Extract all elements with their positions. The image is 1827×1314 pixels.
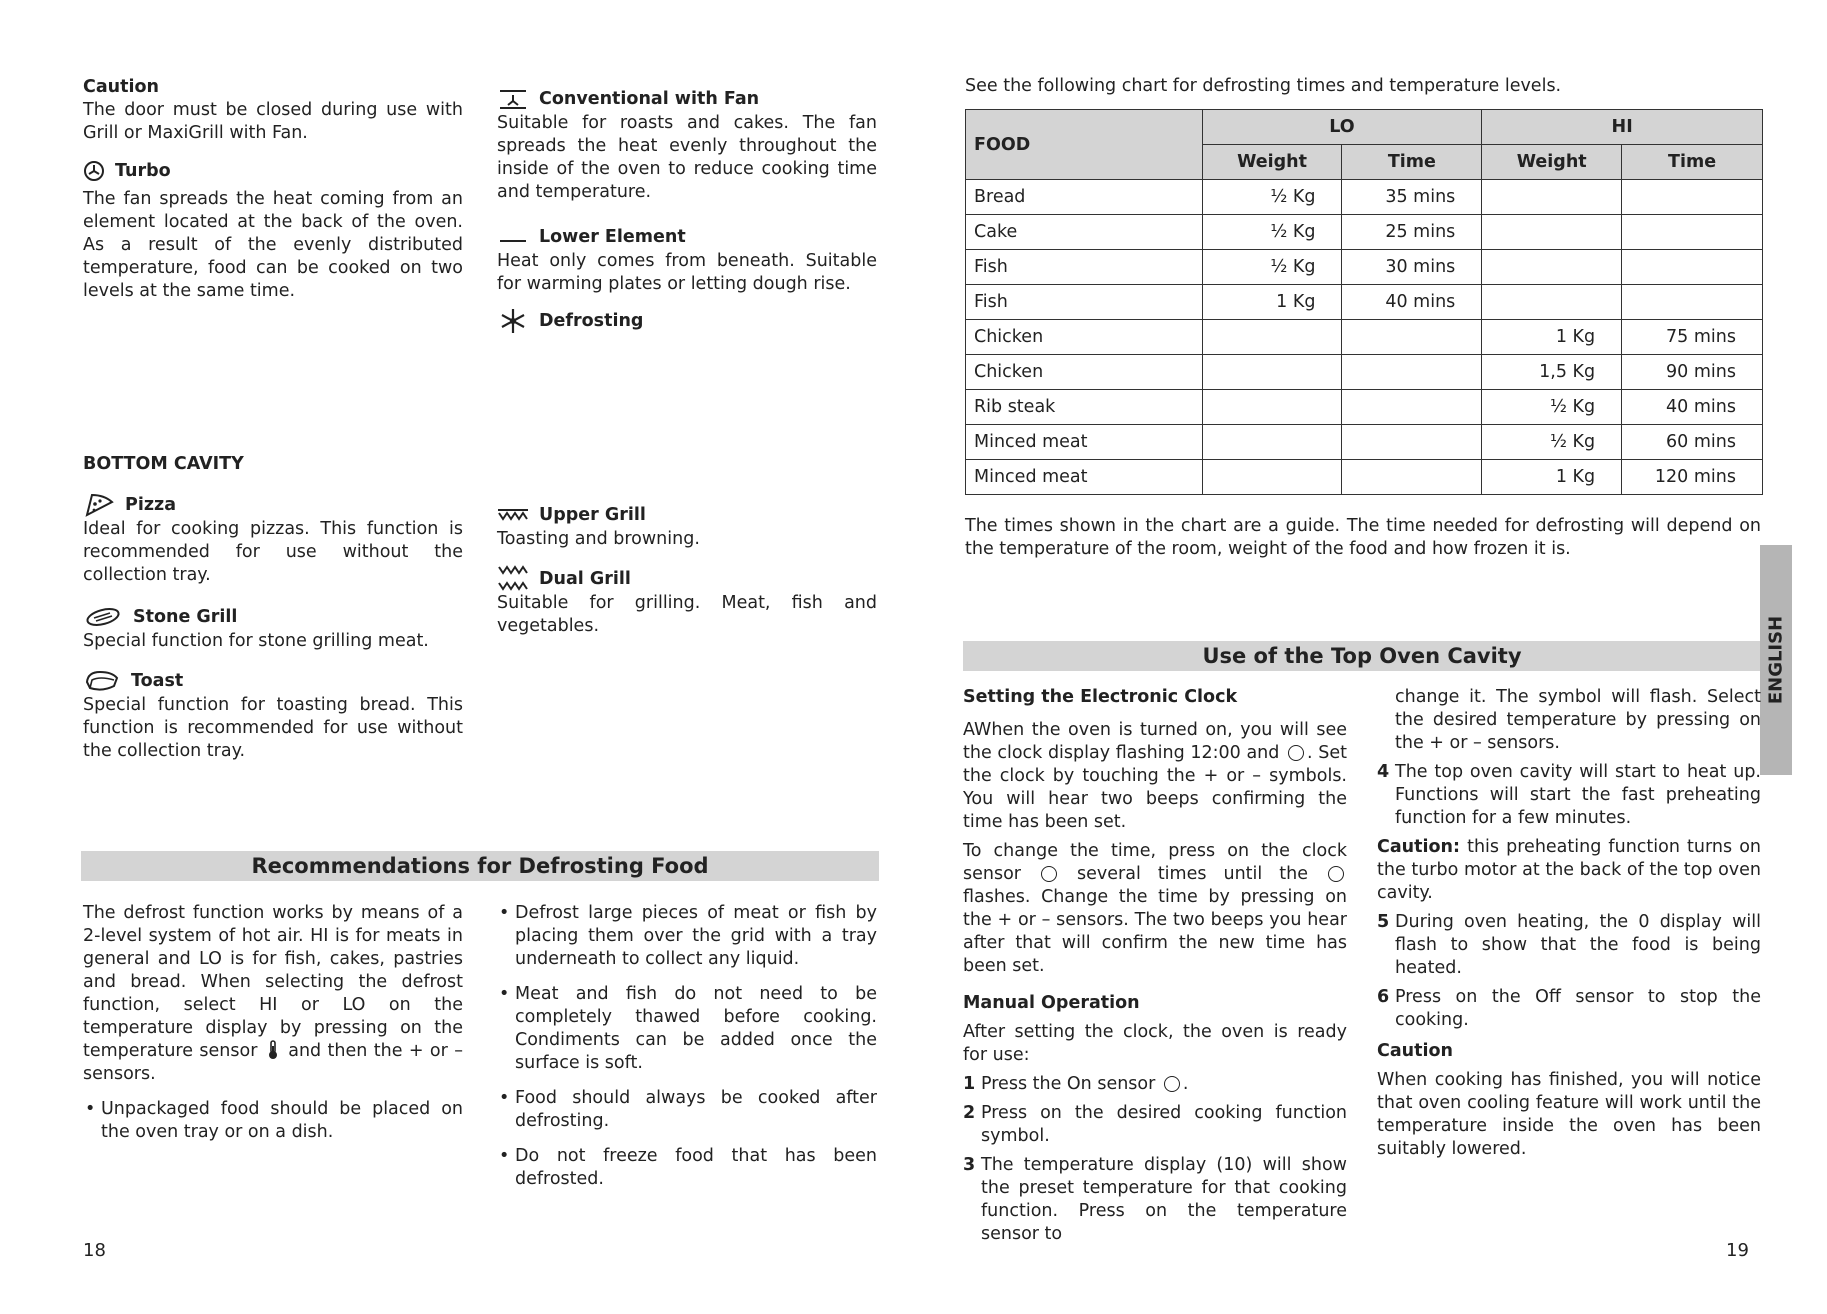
pizza-text: Ideal for cooking pizzas. This function is recommended for use without the collection tray. (83, 519, 463, 585)
hi-time-cell: 90 mins (1622, 355, 1763, 390)
caution-text: The door must be closed during use with Grill or MaxiGrill with Fan. (83, 100, 463, 143)
food-cell: Chicken (966, 355, 1203, 390)
table-row (966, 285, 1763, 320)
list-item (1377, 761, 1761, 830)
hi-time-header: Time (1622, 145, 1763, 180)
clock-p1-part2: . Set the clock by touching the + or – symbols. You will hear two beeps confirming the time has been set. (963, 743, 1347, 832)
table-row (966, 390, 1763, 425)
lo-weight-cell (1202, 460, 1342, 495)
step3-continued: change it. The symbol will flash. Select the desired temperature by pressing on the + or – sensors. (1395, 687, 1761, 753)
chart-intro: See the following chart for defrosting times and temperature levels. (965, 76, 1562, 96)
top-oven-heading: Use of the Top Oven Cavity (963, 641, 1761, 671)
lo-weight-cell (1202, 355, 1342, 390)
pizza-icon (83, 492, 115, 518)
food-cell: Bread (966, 180, 1203, 215)
lo-weight-cell (1202, 425, 1342, 460)
snowflake-icon (497, 308, 529, 334)
toast-text: Special function for toasting bread. This function is recommended for use without the collection tray. (83, 695, 463, 761)
rec-right-column (497, 902, 877, 1203)
step-number: 1 (963, 1074, 976, 1094)
toast-block (83, 668, 463, 763)
hi-weight-cell: ½ Kg (1482, 425, 1622, 460)
hi-time-cell: 75 mins (1622, 320, 1763, 355)
rec-paragraph-part1: The defrost function works by means of a 2-level system of hot air. HI is for meats in general and LO is for fish, cakes, pastries and bread. When selecting the defrost function, select HI or LO on the temperature display by pressing on the temperature sensor (83, 903, 463, 1061)
lo-weight-cell: 1 Kg (1202, 285, 1342, 320)
table-row (966, 460, 1763, 495)
lo-time-cell (1342, 425, 1482, 460)
hi-time-cell: 60 mins (1622, 425, 1763, 460)
table-row (966, 425, 1763, 460)
conv-fan-block (497, 86, 877, 204)
lo-time-cell (1342, 460, 1482, 495)
top-cavity-col2 (1377, 686, 1761, 1161)
rec-bullets-left (83, 1098, 463, 1144)
stone-grill-block (83, 604, 463, 653)
list-item: • Unpackaged food should be placed on the oven tray or on a dish. (83, 1098, 463, 1144)
list-item (1377, 986, 1761, 1032)
step-text: The temperature display (10) will show the preset temperature for that cooking function. Press on the temperature sensor to (981, 1155, 1347, 1244)
food-cell: Minced meat (966, 460, 1203, 495)
food-cell: Cake (966, 215, 1203, 250)
food-cell: Fish (966, 250, 1203, 285)
stone-grill-text: Special function for stone grilling meat. (83, 631, 429, 651)
lo-weight-cell (1202, 390, 1342, 425)
list-item: • Do not freeze food that has been defrosted. (497, 1145, 877, 1191)
clock-icon (1288, 745, 1304, 761)
hi-time-cell: 40 mins (1622, 390, 1763, 425)
lo-weight-cell: ½ Kg (1202, 215, 1342, 250)
step-number: 5 (1377, 912, 1390, 932)
table-row (966, 320, 1763, 355)
hi-weight-cell: ½ Kg (1482, 390, 1622, 425)
upper-grill-block (497, 502, 877, 551)
defrosting-block (497, 308, 877, 334)
conventional-fan-icon (497, 86, 529, 112)
dual-grill-icon (497, 566, 529, 592)
toast-icon (83, 668, 121, 694)
table-row (966, 355, 1763, 390)
lo-time-cell: 30 mins (1342, 250, 1482, 285)
step-number: 2 (963, 1103, 976, 1123)
list-item: 1 Press the On sensor . (963, 1074, 1189, 1094)
lo-weight-cell: ½ Kg (1202, 180, 1342, 215)
turbo-title: Turbo (115, 161, 171, 181)
language-tab-label: ENGLISH (1765, 615, 1787, 705)
pizza-title: Pizza (125, 495, 177, 515)
times-note: The times shown in the chart are a guide. The time needed for defrosting will depend on the temperature of the room, weight of the food and how frozen it is. (965, 516, 1761, 559)
lower-element-text: Heat only comes from beneath. Suitable for warming plates or letting dough rise. (497, 251, 877, 294)
hi-weight-header: Weight (1482, 145, 1622, 180)
dual-grill-text: Suitable for grilling. Meat, fish and vegetables. (497, 593, 877, 636)
page-number-right: 19 (1726, 1240, 1749, 1261)
hi-weight-cell: 1,5 Kg (1482, 355, 1622, 390)
stone-grill-title: Stone Grill (133, 607, 238, 627)
clock-p2-part3: flashes. Change the time by pressing on the + or – sensors. The two beeps you hear after that will confirm the new time has been set. (963, 887, 1347, 976)
step-text: Press the On sensor (981, 1074, 1156, 1094)
manual-title: Manual Operation (963, 993, 1140, 1013)
hi-time-cell (1622, 285, 1763, 320)
turbo-block (83, 158, 463, 303)
clock-icon (1328, 866, 1344, 882)
clock-p1-part1: AWhen the oven is turned on, you will see the clock display flashing 12:00 and (963, 720, 1347, 763)
lo-header: LO (1202, 110, 1482, 145)
manual-steps-final (1377, 911, 1761, 1032)
step-text: The top oven cavity will start to heat up. Functions will start the fast preheating function for a few minutes. (1395, 762, 1761, 828)
step-text: During oven heating, the 0 display will flash to show that the food is being heated. (1395, 912, 1761, 978)
table-row (966, 250, 1763, 285)
conv-fan-title: Conventional with Fan (539, 89, 760, 109)
upper-grill-icon (497, 502, 529, 528)
food-cell: Rib steak (966, 390, 1203, 425)
table-row (966, 180, 1763, 215)
clock-icon (1041, 866, 1057, 882)
rec-paragraph (83, 902, 463, 1086)
food-header: FOOD (966, 110, 1203, 180)
clock-p2-part2: several times until the (1077, 864, 1308, 884)
rec-left-column (83, 902, 463, 1156)
lo-weight-cell (1202, 320, 1342, 355)
clock-paragraph-1 (963, 719, 1347, 834)
dual-grill-title: Dual Grill (539, 569, 631, 589)
step-number: 6 (1377, 987, 1390, 1007)
hi-header: HI (1482, 110, 1763, 145)
turbo-icon (83, 158, 105, 184)
bottom-cavity-heading: BOTTOM CAVITY (83, 454, 244, 474)
step-text: Press on the desired cooking function symbol. (981, 1103, 1347, 1146)
lo-weight-header: Weight (1202, 145, 1342, 180)
step-number: 4 (1377, 762, 1390, 782)
hi-weight-cell (1482, 285, 1622, 320)
clock-paragraph-2 (963, 840, 1347, 978)
upper-grill-title: Upper Grill (539, 505, 646, 525)
manual-intro: After setting the clock, the oven is ready for use: (963, 1022, 1347, 1065)
thermometer-icon (264, 1040, 282, 1060)
hi-time-cell (1622, 215, 1763, 250)
lo-time-cell (1342, 390, 1482, 425)
hi-time-cell (1622, 250, 1763, 285)
hi-weight-cell: 1 Kg (1482, 460, 1622, 495)
manual-steps (963, 1073, 1347, 1246)
upper-grill-text: Toasting and browning. (497, 529, 700, 549)
list-item (963, 1154, 1347, 1246)
hi-weight-cell: 1 Kg (1482, 320, 1622, 355)
lower-element-title: Lower Element (539, 227, 686, 247)
stone-grill-icon (83, 604, 123, 630)
hi-weight-cell (1482, 215, 1622, 250)
list-item: • Defrost large pieces of meat or fish by placing them over the grid with a tray underneath to collect any liquid. (497, 902, 877, 971)
defrosting-title: Defrosting (539, 311, 644, 331)
dual-grill-block (497, 566, 877, 638)
caution-title-right: Caution (1377, 1041, 1453, 1061)
pizza-block (83, 492, 463, 587)
food-cell: Minced meat (966, 425, 1203, 460)
list-item (963, 1102, 1347, 1148)
caution-inline-text: this preheating function turns on the turbo motor at the back of the top oven cavity. (1377, 837, 1761, 903)
lo-time-cell (1342, 320, 1482, 355)
toast-title: Toast (131, 671, 184, 691)
hi-time-cell (1622, 180, 1763, 215)
lower-element-icon (497, 224, 529, 250)
conv-fan-text: Suitable for roasts and cakes. The fan spreads the heat evenly throughout the inside of the oven to reduce cooking time and temperature. (497, 113, 877, 202)
caution-text-right: When cooking has finished, you will notice that oven cooling feature will work until the temperature inside the oven has been suitably lowered. (1377, 1070, 1761, 1159)
table-row (966, 215, 1763, 250)
defrost-table (965, 109, 1763, 495)
hi-weight-cell (1482, 250, 1622, 285)
rec-paragraph-part2: and then the + or – sensors. (83, 1041, 463, 1084)
lo-time-cell: 25 mins (1342, 215, 1482, 250)
caution-title: Caution (83, 77, 159, 97)
lo-weight-cell: ½ Kg (1202, 250, 1342, 285)
top-cavity-col1 (963, 686, 1347, 1252)
page-number-left: 18 (83, 1240, 106, 1261)
rec-bullets-right (497, 902, 877, 1191)
manual-steps-continued (1377, 761, 1761, 830)
list-item: • Meat and fish do not need to be completely thawed before cooking. Condiments can be added once the surface is soft. (497, 983, 877, 1075)
step-text: Press on the Off sensor to stop the cooking. (1395, 987, 1761, 1030)
lo-time-cell: 35 mins (1342, 180, 1482, 215)
clock-title: Setting the Electronic Clock (963, 687, 1238, 707)
lo-time-cell: 40 mins (1342, 285, 1482, 320)
food-cell: Chicken (966, 320, 1203, 355)
list-item (1377, 911, 1761, 980)
turbo-text: The fan spreads the heat coming from an element located at the back of the oven. As a result of the evenly distributed temperature, food can be cooked on two levels at the same time. (83, 189, 463, 301)
hi-time-cell: 120 mins (1622, 460, 1763, 495)
caution-inline-label: Caution: (1377, 837, 1460, 857)
food-cell: Fish (966, 285, 1203, 320)
caution-inline (1377, 836, 1761, 905)
clock-p2-part1: To change the time, press on the clock sensor (963, 841, 1347, 884)
step-number: 3 (963, 1155, 976, 1175)
power-icon (1164, 1076, 1180, 1092)
list-item: • Food should always be cooked after defrosting. (497, 1087, 877, 1133)
language-tab (1760, 545, 1792, 775)
hi-weight-cell (1482, 180, 1622, 215)
lower-element-block (497, 224, 877, 296)
lo-time-cell (1342, 355, 1482, 390)
lo-time-header: Time (1342, 145, 1482, 180)
caution-block (83, 76, 463, 145)
defrosting-recommendations-heading: Recommendations for Defrosting Food (81, 851, 879, 881)
